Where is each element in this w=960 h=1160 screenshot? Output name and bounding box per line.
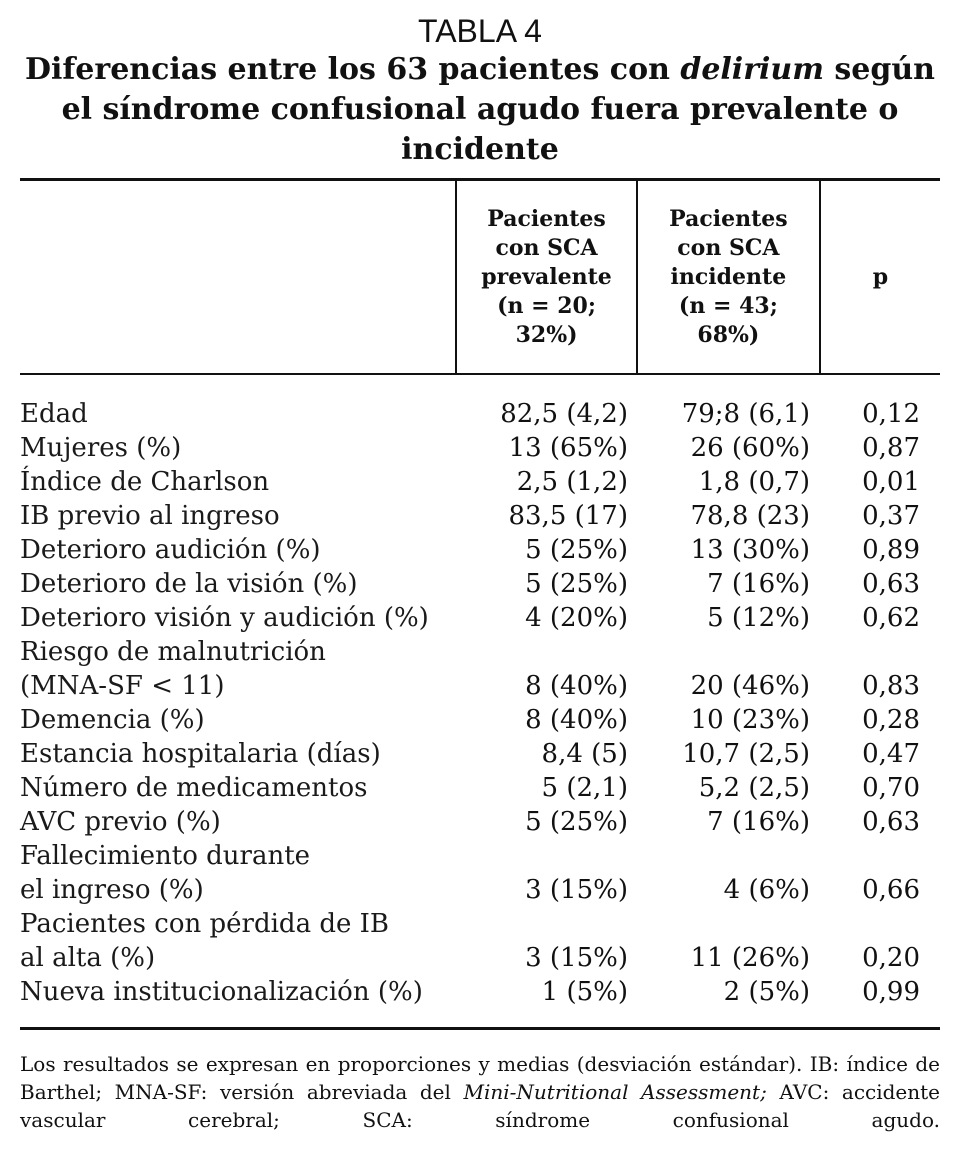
value-prevalente: 5 (2,1) <box>541 773 628 803</box>
header-empty-cell <box>20 181 455 373</box>
value-incidente: 78,8 (23) <box>690 501 810 531</box>
value-incidente: 5 (12%) <box>707 603 810 633</box>
table-body <box>20 375 940 1027</box>
value-p: 0,70 <box>862 773 920 803</box>
title-text-end: según el síndrome confusional agudo fuera prevalente o incidente <box>61 52 935 167</box>
row-label: Edad <box>20 399 88 429</box>
table-row <box>20 907 940 975</box>
row-label: Deterioro de la visión (%) <box>20 569 358 599</box>
row-label: Deterioro visión y audición (%) <box>20 603 429 633</box>
table-row <box>20 805 940 839</box>
table-row <box>20 635 940 703</box>
table-document <box>20 0 940 1134</box>
table-row <box>20 975 940 1009</box>
header-incidente: Pacientes con SCA incidente (n = 43; 68%) <box>636 181 819 373</box>
value-prevalente: 82,5 (4,2) <box>500 399 628 429</box>
row-label: Mujeres (%) <box>20 433 182 463</box>
table-row <box>20 839 940 907</box>
value-p: 0,83 <box>862 671 920 701</box>
value-prevalente: 5 (25%) <box>525 807 628 837</box>
value-p: 0,99 <box>862 977 920 1007</box>
row-label: Fallecimiento durante el ingreso (%) <box>20 841 311 905</box>
value-prevalente: 3 (15%) <box>525 943 628 973</box>
header-p: p <box>819 181 940 373</box>
table-row <box>20 601 940 635</box>
row-label: Estancia hospitalaria (días) <box>20 739 381 769</box>
value-prevalente: 1 (5%) <box>541 977 628 1007</box>
table-header <box>20 178 940 375</box>
row-label: Deterioro audición (%) <box>20 535 321 565</box>
value-prevalente: 3 (15%) <box>525 875 628 905</box>
value-p: 0,63 <box>862 807 920 837</box>
table-label: TABLA 4 <box>418 13 542 49</box>
table-row <box>20 703 940 737</box>
value-incidente: 10 (23%) <box>690 705 810 735</box>
title-italic: delirium <box>680 52 824 87</box>
row-label: Pacientes con pérdida de IB al alta (%) <box>20 909 390 973</box>
header-prevalente: Pacientes con SCA prevalente (n = 20; 32%) <box>455 181 636 373</box>
table-row <box>20 771 940 805</box>
table-row <box>20 397 940 431</box>
table-row <box>20 499 940 533</box>
value-incidente: 4 (6%) <box>723 875 810 905</box>
value-incidente: 1,8 (0,7) <box>698 467 810 497</box>
table-row <box>20 465 940 499</box>
value-incidente: 11 (26%) <box>690 943 810 973</box>
row-label: Demencia (%) <box>20 705 205 735</box>
value-prevalente: 8 (40%) <box>525 671 628 701</box>
value-incidente: 2 (5%) <box>723 977 810 1007</box>
value-incidente: 7 (16%) <box>707 807 810 837</box>
value-p: 0,20 <box>862 943 920 973</box>
value-prevalente: 5 (25%) <box>525 535 628 565</box>
table-footnote: Los resultados se expresan en proporciones y medias (desviación estándar). IB: índice de Barthel; MNA-SF: versión abreviada del Mini-Nutritional Assessment; AVC: accidente vascular cerebral; SCA: síndrome confusional agudo. <box>20 1027 940 1134</box>
value-p: 0,12 <box>862 399 920 429</box>
value-p: 0,87 <box>862 433 920 463</box>
table-row <box>20 737 940 771</box>
value-incidente: 20 (46%) <box>690 671 810 701</box>
value-prevalente: 83,5 (17) <box>508 501 628 531</box>
value-incidente: 10,7 (2,5) <box>682 739 810 769</box>
value-incidente: 5,2 (2,5) <box>698 773 810 803</box>
row-label: IB previo al ingreso <box>20 501 280 531</box>
value-prevalente: 2,5 (1,2) <box>516 467 628 497</box>
value-p: 0,28 <box>862 705 920 735</box>
value-prevalente: 8,4 (5) <box>541 739 628 769</box>
value-incidente: 7 (16%) <box>707 569 810 599</box>
value-prevalente: 8 (40%) <box>525 705 628 735</box>
row-label: Nueva institucionalización (%) <box>20 977 423 1007</box>
row-label: Riesgo de malnutrición (MNA-SF < 11) <box>20 637 326 701</box>
row-label: AVC previo (%) <box>20 807 221 837</box>
table-row <box>20 431 940 465</box>
table-row <box>20 533 940 567</box>
table-title <box>20 50 940 170</box>
value-incidente: 79;8 (6,1) <box>681 399 810 429</box>
value-prevalente: 13 (65%) <box>508 433 628 463</box>
value-incidente: 26 (60%) <box>690 433 810 463</box>
value-p: 0,01 <box>862 467 920 497</box>
value-prevalente: 5 (25%) <box>525 569 628 599</box>
value-p: 0,66 <box>862 875 920 905</box>
value-p: 0,37 <box>862 501 920 531</box>
value-p: 0,47 <box>862 739 920 769</box>
value-prevalente: 4 (20%) <box>525 603 628 633</box>
value-p: 0,63 <box>862 569 920 599</box>
value-p: 0,62 <box>862 603 920 633</box>
title-text: Diferencias entre los 63 pacientes con <box>24 52 681 87</box>
row-label: Número de medicamentos <box>20 773 368 803</box>
value-incidente: 13 (30%) <box>690 535 810 565</box>
row-label: Índice de Charlson <box>20 467 270 497</box>
value-p: 0,89 <box>862 535 920 565</box>
table-row <box>20 567 940 601</box>
